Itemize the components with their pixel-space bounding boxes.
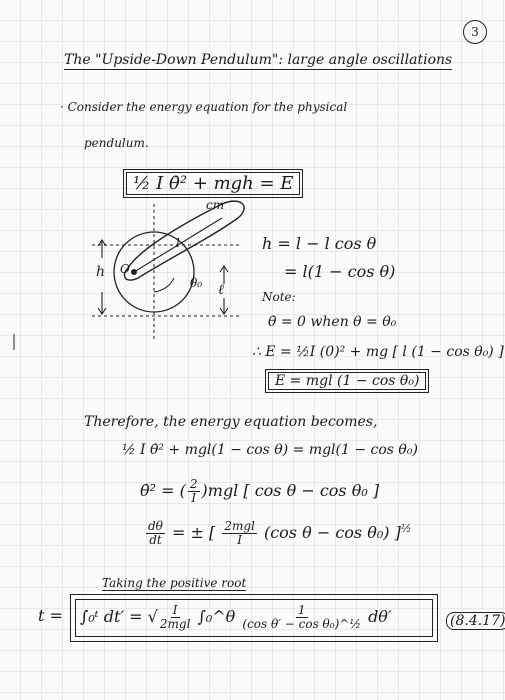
final-integrand: $\frac{1}{\text{(cos θ′ − cos θ₀)\textasciicircum{}½}}$ (242, 603, 361, 632)
eq3-rest: (cos θ − cos θ₀) ] (263, 523, 401, 543)
final-equation (80, 604, 392, 631)
page-title: The "Upside-Down Pendulum": large angle oscillations (64, 52, 453, 68)
final-sqrt-fraction: $\frac{I}{\text{2mgl}}$ (159, 603, 191, 632)
diagram-cm-label: cm (206, 198, 225, 212)
final-sqrt-sign: √ (147, 607, 158, 627)
therefore-line: Therefore, the energy equation becomes, (84, 414, 378, 430)
note-label: Note: (262, 290, 296, 304)
eq3-inner-fraction: $\frac{\text{2mgl}}{I}$ (224, 519, 255, 548)
diagram-l-side-label: ℓ (218, 282, 224, 298)
eq2-fraction: $\frac{2}{I}$ (189, 477, 198, 506)
equation-1: ½ I θ̇² + mgl(1 − cos θ) = mgl(1 − cos θ₀) (122, 442, 418, 458)
intro-line-2: pendulum. (84, 136, 149, 150)
equation-3 (144, 520, 412, 547)
taking-root-line: Taking the positive root (102, 576, 247, 590)
eq3-exponent: ½ (400, 521, 412, 535)
diagram-angle-label: θ₀ (190, 276, 203, 290)
h-definition-2: = l(1 − cos θ) (284, 262, 396, 281)
h-definition-1: h = l − l cos θ (262, 234, 377, 253)
final-dtheta: dθ′ (368, 607, 392, 627)
eq3-derivative: $\frac{d\theta}{dt}$ (148, 519, 163, 548)
pivot-point (131, 269, 137, 275)
eq2-rhs: mgl [ cos θ − cos θ₀ ] (207, 481, 380, 501)
diagram-rod-l-label: l (176, 236, 180, 250)
final-integral-2: ∫₀^θ (197, 607, 236, 627)
energy-boxed: E = mgl (1 − cos θ₀) (268, 372, 426, 390)
energy-at-max: ∴ E = ½I (0)² + mg [ l (1 − cos θ₀) ] (252, 344, 504, 360)
equation-number: (8.4.17) (446, 612, 505, 630)
note-line: θ̇ = 0 when θ = θ₀ (268, 314, 397, 330)
equation-2: θ̇² = ( $\frac{2}{I}$ )mgl [ cos θ − cos θ₀ ] (140, 477, 380, 506)
eq2-lhs: θ̇² = (140, 481, 180, 501)
diagram-pivot-label: O (120, 262, 130, 276)
final-lhs: t = (38, 606, 63, 625)
final-integral-1: ∫₀ᵗ dt′ = (80, 607, 143, 627)
energy-equation: ½ I θ̇² + mgh = E (126, 172, 300, 195)
page-number: 3 (463, 20, 487, 44)
intro-line-1: · Consider the energy equation for the physical (60, 100, 348, 114)
diagram-h-label: h (96, 264, 106, 280)
eq3-middle: = ± [ (172, 523, 216, 543)
